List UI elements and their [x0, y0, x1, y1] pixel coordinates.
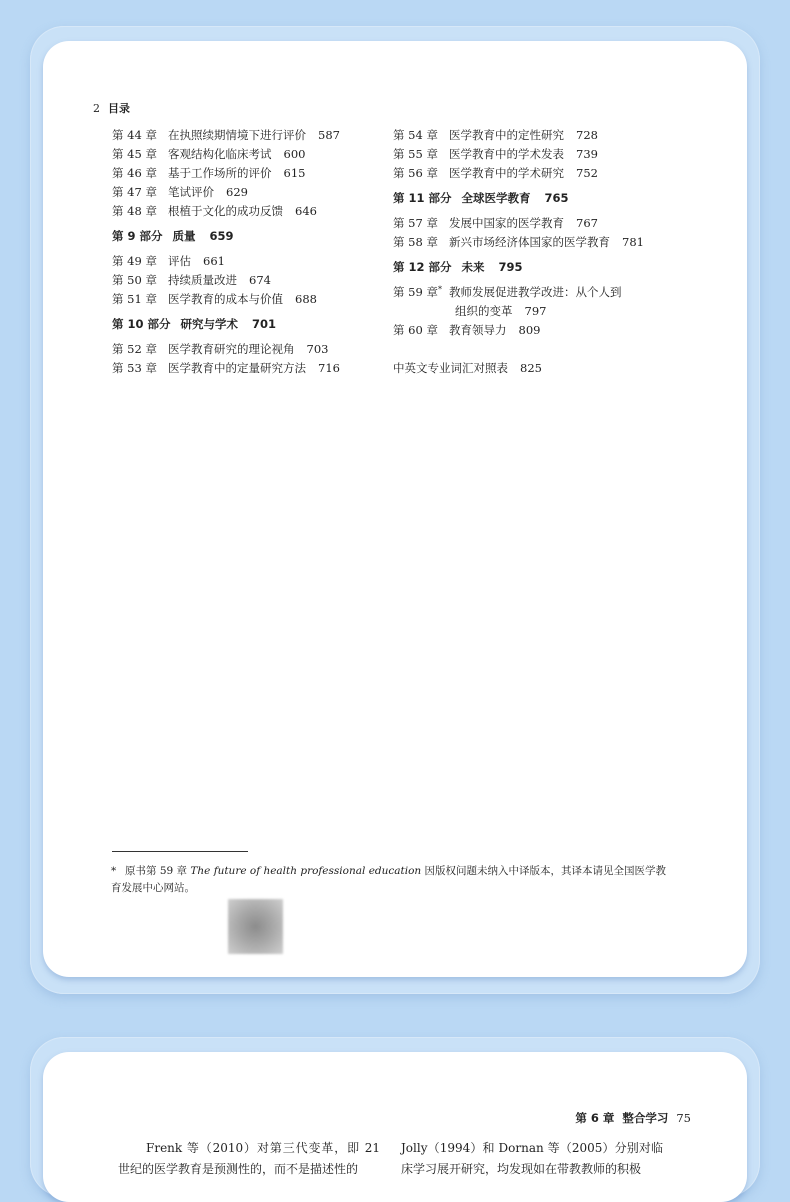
body-text-left: Frenk 等（2010）对第三代变革，即 21 世纪的医学教育是预测性的，而不是描述性的	[118, 1141, 380, 1176]
chapter-title: 医学教育的成本与价值	[168, 292, 283, 306]
page-ref: 661	[203, 254, 225, 268]
chapter-number: 第 52 章	[112, 342, 157, 356]
page-ref: 809	[518, 323, 541, 337]
page-ref: 752	[576, 166, 598, 180]
page-card-1	[30, 26, 760, 994]
page-ref: 795	[498, 260, 523, 274]
toc-glossary-entry[interactable]	[393, 359, 644, 378]
page-ref: 629	[226, 185, 248, 199]
page-ref: 600	[283, 147, 306, 161]
page-ref: 739	[576, 147, 598, 161]
chapter-number: 第 48 章	[112, 204, 157, 218]
chapter-title: 医学教育中的学术发表	[449, 147, 564, 161]
page-sheet-2	[43, 1052, 747, 1202]
chapter-title: 客观结构化临床考试	[168, 147, 272, 161]
chapter-title: 持续质量改进	[168, 273, 237, 287]
chapter-title: 发展中国家的医学教育	[449, 216, 564, 230]
page-header	[93, 100, 130, 116]
chapter-title: 评估	[168, 254, 191, 268]
part-label: 第 9 部分	[112, 229, 163, 243]
footnote-book-title: The future of health professional education	[190, 865, 422, 877]
toc-group	[112, 126, 340, 221]
toc-left-column	[112, 126, 340, 378]
toc-part-heading[interactable]	[112, 227, 340, 246]
chapter-title: 新兴市场经济体国家的医学教育	[449, 235, 610, 249]
footnote-marker: *	[437, 285, 442, 294]
page-ref: 659	[209, 229, 234, 243]
toc-right-column	[393, 126, 644, 378]
page-ref: 781	[622, 235, 644, 249]
page-ref: 765	[544, 191, 569, 205]
toc-entry[interactable]	[112, 359, 340, 378]
chapter-title: 教师发展促进教学改进：从个人到	[449, 285, 622, 299]
header-title: 目录	[108, 102, 130, 115]
part-label: 第 11 部分	[393, 191, 452, 205]
toc-entry[interactable]	[112, 126, 340, 145]
toc-entry[interactable]	[393, 214, 644, 233]
page-ref: 701	[252, 317, 277, 331]
page-card-2	[30, 1037, 760, 1197]
page-sheet-1	[43, 41, 747, 977]
chapter-number: 第 56 章	[393, 166, 438, 180]
chapter-number: 第 59 章	[393, 285, 438, 299]
toc-entry[interactable]	[112, 340, 340, 359]
toc-group	[393, 214, 644, 252]
chapter-number: 第 55 章	[393, 147, 438, 161]
page-number: 75	[676, 1111, 691, 1125]
chapter-title: 整合学习	[622, 1111, 669, 1125]
toc-entry[interactable]	[112, 271, 340, 290]
chapter-number: 第 57 章	[393, 216, 438, 230]
page-ref: 716	[318, 361, 340, 375]
chapter-number: 第 47 章	[112, 185, 157, 199]
page-ref: 825	[520, 361, 542, 375]
page-ref: 797	[524, 304, 547, 318]
chapter-title: 医学教育中的定量研究方法	[168, 361, 306, 375]
chapter-number: 第 45 章	[112, 147, 157, 161]
toc-entry[interactable]	[393, 126, 644, 145]
toc-entry[interactable]	[393, 164, 644, 183]
page2-header	[575, 1110, 691, 1126]
toc-group	[393, 126, 644, 183]
body-text-right: Jolly（1994）和 Dornan 等（2005）分别对临床学习展开研究，均发现如在带教教师的积极	[401, 1141, 663, 1176]
part-title: 研究与学术	[180, 317, 239, 331]
glossary-title: 中英文专业词汇对照表	[393, 361, 508, 375]
toc-entry-ch59[interactable]	[393, 283, 644, 321]
toc-entry[interactable]	[393, 145, 644, 164]
chapter-number: 第 50 章	[112, 273, 157, 287]
footnote	[111, 863, 671, 897]
toc-entry[interactable]	[112, 164, 340, 183]
chapter-number: 第 60 章	[393, 323, 438, 337]
part-title: 全球医学教育	[461, 191, 531, 205]
chapter-title-continued: 组织的变革	[455, 304, 513, 318]
page-ref: 587	[318, 128, 340, 142]
page-ref: 615	[283, 166, 306, 180]
toc-entry[interactable]	[112, 183, 340, 202]
chapter-title: 教育领导力	[449, 323, 507, 337]
page-ref: 767	[576, 216, 598, 230]
chapter-number: 第 46 章	[112, 166, 157, 180]
part-label: 第 12 部分	[393, 260, 452, 274]
footnote-prefix: 原书第 59 章	[125, 865, 191, 877]
chapter-number: 第 54 章	[393, 128, 438, 142]
toc-entry[interactable]	[393, 321, 644, 340]
blurred-qr-code	[228, 899, 283, 954]
page-ref: 728	[576, 128, 598, 142]
toc-group	[112, 340, 340, 378]
page-ref: 688	[295, 292, 317, 306]
toc-part-heading[interactable]	[393, 189, 644, 208]
chapter-number: 第 58 章	[393, 235, 438, 249]
part-label: 第 10 部分	[112, 317, 171, 331]
toc-part-heading[interactable]	[112, 315, 340, 334]
chapter-label: 第 6 章	[575, 1111, 615, 1125]
chapter-title: 在执照续期情境下进行评价	[168, 128, 306, 142]
toc-entry[interactable]	[112, 202, 340, 221]
page-ref: 646	[295, 204, 317, 218]
toc-part-heading[interactable]	[393, 258, 644, 277]
toc-entry[interactable]	[112, 252, 340, 271]
toc-entry[interactable]	[112, 145, 340, 164]
chapter-number: 第 49 章	[112, 254, 157, 268]
page-number: 2	[93, 102, 100, 115]
footnote-suffix: 因版权问题未纳入中译版本，其译本请见全国医学教育发展中心网站。	[111, 865, 667, 894]
page-ref: 674	[249, 273, 271, 287]
chapter-number: 第 53 章	[112, 361, 157, 375]
chapter-title: 医学教育中的定性研究	[449, 128, 564, 142]
chapter-title: 笔试评价	[168, 185, 214, 199]
chapter-title: 医学教育中的学术研究	[449, 166, 564, 180]
footnote-mark: *	[111, 865, 117, 877]
footnote-divider	[112, 851, 248, 852]
chapter-title: 根植于文化的成功反馈	[168, 204, 283, 218]
part-title: 质量	[172, 229, 196, 243]
toc-group	[112, 252, 340, 309]
chapter-title: 医学教育研究的理论视角	[168, 342, 295, 356]
chapter-number: 第 44 章	[112, 128, 157, 142]
page-ref: 703	[306, 342, 329, 356]
part-title: 未来	[461, 260, 485, 274]
chapter-title: 基于工作场所的评价	[168, 166, 272, 180]
toc-entry[interactable]	[393, 233, 644, 252]
chapter-number: 第 51 章	[112, 292, 157, 306]
toc-entry[interactable]	[112, 290, 340, 309]
